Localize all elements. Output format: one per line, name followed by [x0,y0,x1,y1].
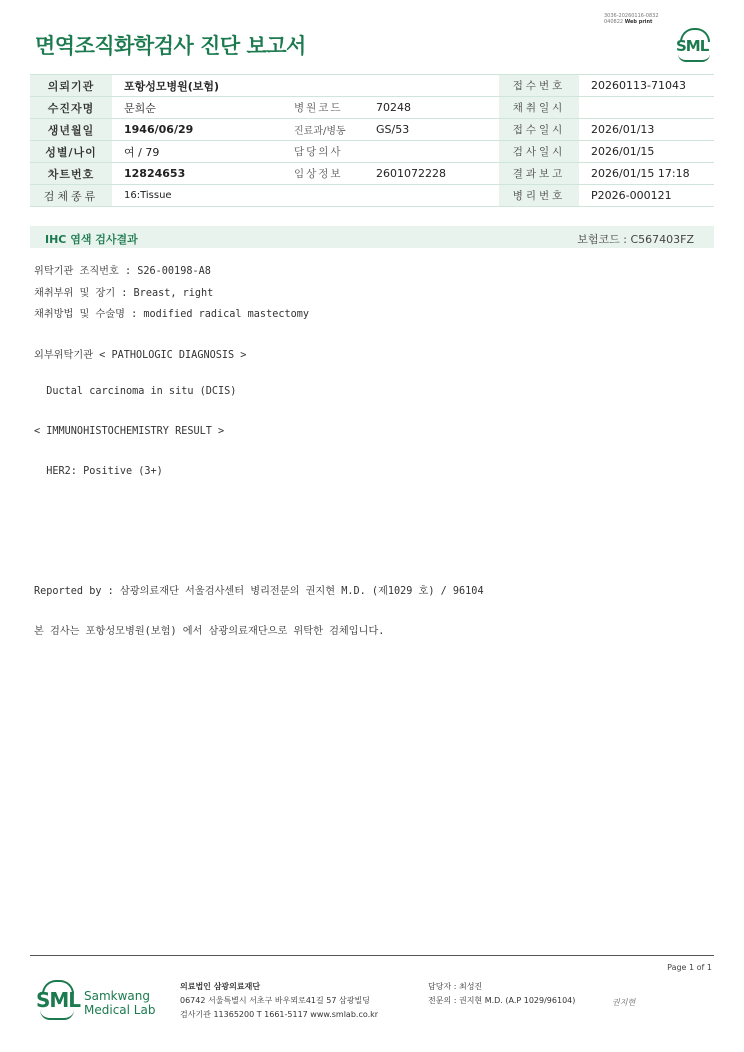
label-collection-date: 채취일시 [499,97,579,119]
info-row [30,141,714,163]
value-physician [364,141,499,163]
value-clinical-info: 2601072228 [364,163,499,185]
report-line-notice: 본 검사는 포항성모병원(보험) 에서 삼광의료재단으로 위탁한 검체입니다. [34,626,385,637]
footer-logo [36,978,166,1028]
value-receipt-date: 2026/01/13 [579,119,714,141]
value-test-date: 2026/01/15 [579,141,714,163]
print-meta-code: 040822 [604,19,624,25]
value-specimen-type: 16:Tissue [112,185,499,207]
footer-logo-swoosh [40,1010,74,1020]
label-chart-no: 차트번호 [30,163,112,185]
print-meta-web: Web print [624,19,653,25]
section-title: IHC 염색 검사결과 [45,233,138,246]
staff-specialist: 전문의 : 권지현 M.D. (A.P 1029/96104) [428,996,576,1005]
label-sex-age: 성별/나이 [30,141,112,163]
signature: 권지현 [612,998,636,1007]
label-result-report: 결과보고 [499,163,579,185]
footer-divider [30,955,714,956]
print-meta-line2 [604,19,659,25]
value-collection-date [579,97,714,119]
info-row [30,97,714,119]
sml-logo [674,28,714,64]
info-row [30,163,714,185]
report-line-tissue-no: 위탁기관 조직번호 : S26-00198-A8 [34,266,211,277]
page-number: Page 1 of 1 [667,963,712,972]
print-meta [604,13,659,25]
report-line-site: 채취부위 및 장기 : Breast, right [34,288,214,299]
staff-info [428,980,575,1008]
org-info [180,980,378,1022]
label-patient-name: 수진자명 [30,97,112,119]
info-row [30,119,714,141]
report-line-ihc-result: HER2: Positive (3+) [34,466,163,477]
label-receipt-no: 접수번호 [499,75,579,97]
value-sex-age: 여 / 79 [112,141,282,163]
report-line-diagnosis: Ductal carcinoma in situ (DCIS) [34,386,237,397]
patient-info-table [30,74,714,207]
footer-logo-name2: Medical Lab [84,1003,156,1017]
value-receipt-no: 20260113-71043 [579,75,714,97]
print-meta-id: 3036-20260116-0832 [604,13,659,19]
value-birth-date: 1946/06/29 [112,119,282,141]
value-patient-name: 문희순 [112,97,282,119]
label-clinical-info: 임상정보 [282,163,364,185]
value-requesting-org: 포항성모병원(보험) [112,75,499,97]
label-receipt-date: 접수일시 [499,119,579,141]
ihc-section-header [30,226,714,248]
value-result-report: 2026/01/15 17:18 [579,163,714,185]
report-line-reported-by: Reported by : 삼광의료재단 서울검사센터 병리전문의 권지현 M.D. (제1029 호) / 96104 [34,586,484,597]
report-line-ihc-header: < IMMUNOHISTOCHEMISTRY RESULT > [34,426,225,437]
label-birth-date: 생년월일 [30,119,112,141]
label-physician: 담당의사 [282,141,364,163]
label-pathology-no: 병리번호 [499,185,579,207]
insurance-code: 보험코드 : C567403FZ [577,233,694,246]
label-hospital-code: 병원코드 [282,97,364,119]
staff-in-charge: 담당자 : 최성진 [428,982,483,991]
logo-swoosh [678,54,710,62]
value-pathology-no: P2026-000121 [579,185,714,207]
value-department: GS/53 [364,119,499,141]
logo-text: SML [676,37,709,55]
report-line-diagnosis-header: 외부위탁기관 < PATHOLOGIC DIAGNOSIS > [34,350,247,361]
footer-logo-name1: Samkwang [84,989,150,1003]
report-line-method: 채취방법 및 수술명 : modified radical mastectomy [34,309,309,320]
org-address: 06742 서울특별시 서초구 바우뫼로41길 57 삼광빌딩 [180,996,370,1005]
info-row [30,75,714,97]
value-chart-no: 12824653 [112,163,282,185]
value-hospital-code: 70248 [364,97,499,119]
label-test-date: 검사일시 [499,141,579,163]
info-row [30,185,714,207]
report-title: 면역조직화학검사 진단 보고서 [35,34,306,58]
org-contact: 검사기관 11365200 T 1661-5117 www.smlab.co.kr [180,1010,379,1019]
label-requesting-org: 의뢰기관 [30,75,112,97]
label-specimen-type: 검체종류 [30,185,112,207]
org-name: 의료법인 삼광의료재단 [180,982,261,991]
footer-logo-text: SML [36,988,81,1012]
label-department: 진료과/병동 [282,119,364,141]
